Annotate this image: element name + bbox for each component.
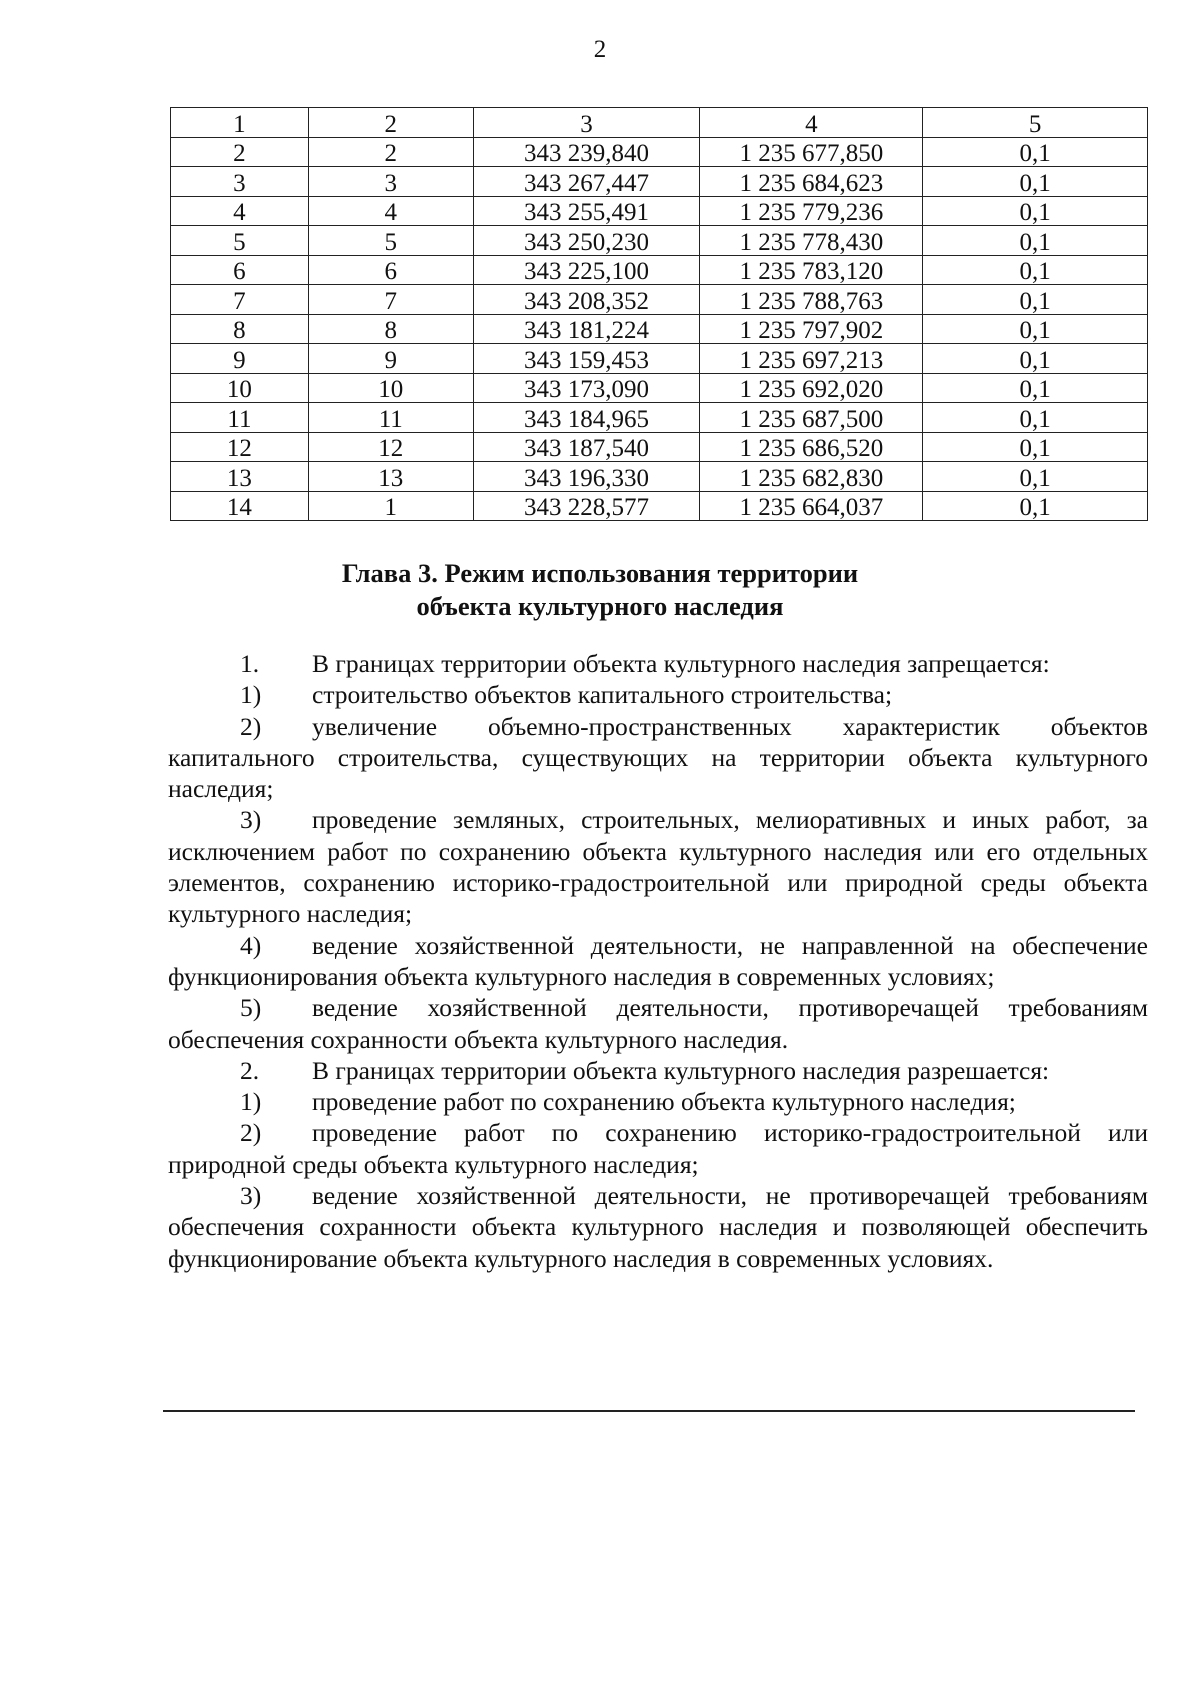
table-row — [171, 255, 1148, 285]
header-cell: 1 — [171, 108, 309, 138]
paragraph-text: проведение земляных, строительных, мелиоративных и иных работ, за исключением работ по сохранению объекта культурного наследия или его отдельных элементов, сохранению историко-градостроительной или природной среды объекта культурного наследия; — [168, 805, 1148, 929]
table-cell: 14 — [171, 491, 309, 521]
table-cell: 0,1 — [923, 196, 1148, 226]
table-cell: 343 267,447 — [473, 167, 700, 197]
table-cell: 4 — [308, 196, 473, 226]
paragraph-number: 1) — [240, 1087, 262, 1117]
table-cell: 343 173,090 — [473, 373, 700, 403]
table-cell: 8 — [171, 314, 309, 344]
table-cell: 2 — [171, 137, 309, 167]
table-cell: 0,1 — [923, 373, 1148, 403]
table-cell: 9 — [171, 344, 309, 374]
header-cell: 4 — [700, 108, 923, 138]
table-row — [171, 462, 1148, 492]
paragraph — [168, 1055, 1148, 1086]
table-cell: 0,1 — [923, 462, 1148, 492]
chapter-heading-line: объекта культурного наследия — [416, 591, 784, 621]
table-cell: 7 — [308, 285, 473, 315]
table-cell: 1 235 783,120 — [700, 255, 923, 285]
table-cell: 1 235 788,763 — [700, 285, 923, 315]
table-cell: 5 — [171, 226, 309, 256]
table-cell: 1 235 697,213 — [700, 344, 923, 374]
header-cell: 3 — [473, 108, 700, 138]
table-cell: 5 — [308, 226, 473, 256]
table-cell: 343 159,453 — [473, 344, 700, 374]
table-cell: 1 235 677,850 — [700, 137, 923, 167]
table-cell: 0,1 — [923, 285, 1148, 315]
chapter-heading-line: Глава 3. Режим использования территории — [341, 558, 859, 588]
table-cell: 343 239,840 — [473, 137, 700, 167]
table-cell: 1 235 684,623 — [700, 167, 923, 197]
table-cell: 11 — [171, 403, 309, 433]
table-cell: 13 — [308, 462, 473, 492]
paragraph-text: проведение работ по сохранению историко-градостроительной или природной среды объекта культурного наследия; — [168, 1118, 1148, 1179]
table-cell: 1 235 778,430 — [700, 226, 923, 256]
table-row — [171, 403, 1148, 433]
paragraph-text: В границах территории объекта культурного наследия разрешается: — [312, 1055, 1050, 1085]
paragraph-number: 3) — [240, 1181, 262, 1211]
paragraph-number: 1. — [240, 649, 260, 678]
table-row — [171, 226, 1148, 256]
paragraph — [168, 1117, 1148, 1180]
paragraph — [168, 930, 1148, 993]
table-cell: 1 235 779,236 — [700, 196, 923, 226]
table-cell: 0,1 — [923, 432, 1148, 462]
coordinates-table-body — [171, 108, 1148, 521]
table-cell: 11 — [308, 403, 473, 433]
table-cell: 343 228,577 — [473, 491, 700, 521]
table-cell: 343 184,965 — [473, 403, 700, 433]
page-number: 2 — [593, 36, 607, 63]
paragraph-text: ведение хозяйственной деятельности, не противоречащей требованиям обеспечения сохранности объекта культурного наследия и позволяющей обеспечить функционирование объекта культурного наследия в современных условиях. — [168, 1181, 1148, 1273]
table-cell: 343 196,330 — [473, 462, 700, 492]
table-row — [171, 432, 1148, 462]
paragraph — [168, 992, 1148, 1055]
table-cell: 9 — [308, 344, 473, 374]
body-text — [168, 648, 1148, 1274]
table-row — [171, 373, 1148, 403]
paragraph-text: проведение работ по сохранению объекта культурного наследия; — [312, 1087, 1016, 1117]
table-cell: 3 — [308, 167, 473, 197]
paragraph-number: 2. — [240, 1055, 260, 1085]
table-cell: 1 — [308, 491, 473, 521]
table-cell: 8 — [308, 314, 473, 344]
table-cell: 0,1 — [923, 491, 1148, 521]
table-cell: 6 — [171, 255, 309, 285]
paragraph-number: 3) — [240, 805, 262, 835]
table-cell: 1 235 664,037 — [700, 491, 923, 521]
table-cell: 4 — [171, 196, 309, 226]
table-row — [171, 314, 1148, 344]
paragraph-text: ведение хозяйственной деятельности, не направленной на обеспечение функционирования объекта культурного наследия в современных условиях; — [168, 930, 1148, 991]
table-cell: 343 225,100 — [473, 255, 700, 285]
table-row — [171, 344, 1148, 374]
table-cell: 0,1 — [923, 226, 1148, 256]
paragraph-number: 2) — [240, 1118, 262, 1148]
table-cell: 10 — [308, 373, 473, 403]
chapter-heading — [0, 557, 1200, 623]
table-cell: 343 187,540 — [473, 432, 700, 462]
paragraph — [168, 804, 1148, 929]
table-cell: 343 250,230 — [473, 226, 700, 256]
header-cell: 2 — [308, 108, 473, 138]
table-cell: 0,1 — [923, 137, 1148, 167]
table-cell: 0,1 — [923, 344, 1148, 374]
paragraph-number: 1) — [240, 680, 262, 710]
table-row — [171, 285, 1148, 315]
table-cell: 0,1 — [923, 314, 1148, 344]
paragraph-number: 2) — [240, 711, 262, 741]
table-cell: 343 181,224 — [473, 314, 700, 344]
table-cell: 2 — [308, 137, 473, 167]
table-header-row — [171, 108, 1148, 138]
paragraph — [168, 679, 1148, 710]
coordinates-table — [170, 107, 1148, 521]
paragraph — [168, 1180, 1148, 1274]
paragraph — [168, 711, 1148, 805]
table-cell: 1 235 686,520 — [700, 432, 923, 462]
paragraph — [168, 648, 1148, 679]
table-cell: 0,1 — [923, 255, 1148, 285]
table-cell: 1 235 682,830 — [700, 462, 923, 492]
paragraph-text: увеличение объемно-пространственных характеристик объектов капитального строительства, существующих на территории объекта культурного наследия; — [168, 711, 1148, 804]
table-cell: 0,1 — [923, 403, 1148, 433]
table-cell: 343 255,491 — [473, 196, 700, 226]
table-row — [171, 491, 1148, 521]
paragraph-number: 4) — [240, 930, 262, 960]
paragraph-text: ведение хозяйственной деятельности, противоречащей требованиям обеспечения сохранности объекта культурного наследия. — [168, 993, 1148, 1054]
table-cell: 1 235 692,020 — [700, 373, 923, 403]
table-cell: 13 — [171, 462, 309, 492]
table-cell: 343 208,352 — [473, 285, 700, 315]
table-cell: 12 — [308, 432, 473, 462]
table-cell: 3 — [171, 167, 309, 197]
table-cell: 6 — [308, 255, 473, 285]
table-cell: 10 — [171, 373, 309, 403]
bottom-divider — [163, 1410, 1135, 1412]
table-cell: 1 235 797,902 — [700, 314, 923, 344]
table-cell: 1 235 687,500 — [700, 403, 923, 433]
paragraph-text: строительство объектов капитального строительства; — [312, 680, 893, 710]
table-cell: 7 — [171, 285, 309, 315]
paragraph — [168, 1086, 1148, 1117]
table-cell: 0,1 — [923, 167, 1148, 197]
paragraph-number: 5) — [240, 993, 262, 1023]
table-row — [171, 137, 1148, 167]
paragraph-text: В границах территории объекта культурного наследия запрещается: — [312, 649, 1050, 678]
table-row — [171, 167, 1148, 197]
table-cell: 12 — [171, 432, 309, 462]
header-cell: 5 — [923, 108, 1148, 138]
table-row — [171, 196, 1148, 226]
